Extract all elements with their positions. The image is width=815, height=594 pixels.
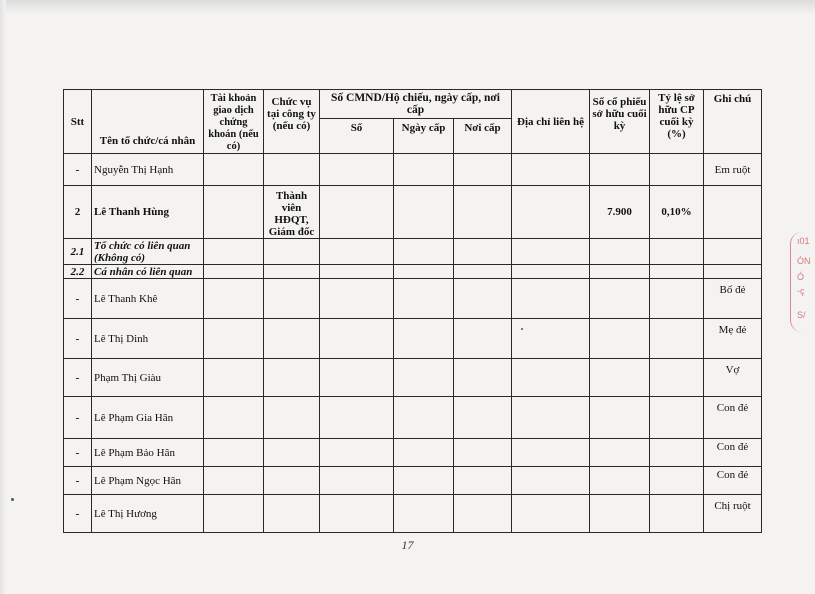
page-shadow-top: [0, 0, 815, 14]
cell-stt: 2: [64, 186, 92, 239]
cell-position: [264, 265, 320, 279]
cell-shares: [590, 495, 650, 533]
table-row: [64, 239, 762, 265]
table-row: [64, 319, 762, 359]
cell-ratio: [650, 319, 704, 359]
cell-shares: [590, 239, 650, 265]
cell-shares: [590, 359, 650, 397]
header-ratio: Tỷ lệ sở hữu CP cuối kỳ (%): [650, 90, 704, 154]
cell-shares: [590, 279, 650, 319]
cell-position: [264, 439, 320, 467]
table-row: [64, 397, 762, 439]
header-shares: Số cổ phiếu sở hữu cuối kỳ: [590, 90, 650, 154]
cell-position: [264, 319, 320, 359]
table-row: [64, 265, 762, 279]
cell-note: Con đẻ: [704, 467, 762, 495]
scan-speck: [11, 498, 14, 501]
table-row: [64, 439, 762, 467]
cell-note: [704, 239, 762, 265]
table-row: [64, 467, 762, 495]
table-row: [64, 495, 762, 533]
cell-ratio: [650, 495, 704, 533]
stamp-mark: ı01 ÒN Ó -ç S/: [790, 232, 815, 332]
cell-ratio: [650, 279, 704, 319]
cell-name: Lê Thị Hương: [92, 495, 204, 533]
cell-stt: -: [64, 439, 92, 467]
cell-stt: -: [64, 467, 92, 495]
cell-name: Cá nhân có liên quan: [92, 265, 204, 279]
cell-shares: [590, 265, 650, 279]
cell-ratio: [650, 397, 704, 439]
header-id-group: Số CMND/Hộ chiếu, ngày cấp, nơi cấp: [320, 90, 512, 119]
cell-name: Lê Thị Dinh: [92, 319, 204, 359]
cell-name: Lê Phạm Ngọc Hân: [92, 467, 204, 495]
cell-note: Em ruột: [704, 154, 762, 186]
cell-stt: -: [64, 495, 92, 533]
cell-note: Mẹ đẻ: [704, 319, 762, 359]
header-position: Chức vụ tại công ty (nếu có): [264, 90, 320, 154]
cell-shares: [590, 154, 650, 186]
cell-stt: -: [64, 359, 92, 397]
cell-note: Con đẻ: [704, 397, 762, 439]
header-stt: Stt: [64, 90, 92, 154]
cell-name: Lê Thanh Khê: [92, 279, 204, 319]
header-note: Ghi chú: [704, 90, 762, 154]
cell-position: [264, 239, 320, 265]
header-id-date: Ngày cấp: [394, 119, 454, 154]
table-row: [64, 279, 762, 319]
cell-note: Chị ruột: [704, 495, 762, 533]
cell-stt: -: [64, 279, 92, 319]
cell-ratio: [650, 154, 704, 186]
cell-stt: -: [64, 397, 92, 439]
cell-position: Thành viên HĐQT, Giám đốc: [264, 186, 320, 239]
cell-name: Tổ chức có liên quan (Không có): [92, 239, 204, 265]
page-shadow-left: [0, 0, 6, 594]
header-id-place: Nơi cấp: [454, 119, 512, 154]
cell-position: [264, 154, 320, 186]
cell-stt: -: [64, 154, 92, 186]
scan-speck: [521, 328, 523, 330]
cell-position: [264, 359, 320, 397]
cell-stt: -: [64, 319, 92, 359]
cell-position: [264, 495, 320, 533]
table-row: [64, 186, 762, 239]
header-address: Địa chỉ liên hệ: [512, 90, 590, 154]
related-persons-table: [63, 89, 762, 533]
header-row-1: [64, 90, 762, 119]
table-row: [64, 359, 762, 397]
page-number: 17: [401, 538, 414, 552]
table-row: [64, 154, 762, 186]
cell-shares: [590, 319, 650, 359]
cell-shares: 7.900: [590, 186, 650, 239]
cell-ratio: 0,10%: [650, 186, 704, 239]
cell-note: Con đẻ: [704, 439, 762, 467]
cell-ratio: [650, 439, 704, 467]
cell-ratio: [650, 239, 704, 265]
cell-note: [704, 265, 762, 279]
header-account: Tài khoản giao dịch chứng khoán (nếu có): [204, 90, 264, 154]
cell-name: Lê Phạm Gia Hân: [92, 397, 204, 439]
cell-position: [264, 467, 320, 495]
cell-ratio: [650, 265, 704, 279]
cell-shares: [590, 467, 650, 495]
cell-name: Lê Phạm Bảo Hân: [92, 439, 204, 467]
cell-stt: 2.2: [64, 265, 92, 279]
cell-name: Phạm Thị Giàu: [92, 359, 204, 397]
cell-note: Vợ: [704, 359, 762, 397]
cell-position: [264, 397, 320, 439]
cell-position: [264, 279, 320, 319]
cell-note: Bố đẻ: [704, 279, 762, 319]
cell-name: Nguyễn Thị Hạnh: [92, 154, 204, 186]
cell-stt: 2.1: [64, 239, 92, 265]
cell-note: [704, 186, 762, 239]
cell-name: Lê Thanh Hùng: [92, 186, 204, 239]
header-id-no: Số: [320, 119, 394, 154]
header-name: Tên tổ chức/cá nhân: [92, 90, 204, 154]
cell-ratio: [650, 467, 704, 495]
cell-shares: [590, 439, 650, 467]
cell-ratio: [650, 359, 704, 397]
cell-shares: [590, 397, 650, 439]
